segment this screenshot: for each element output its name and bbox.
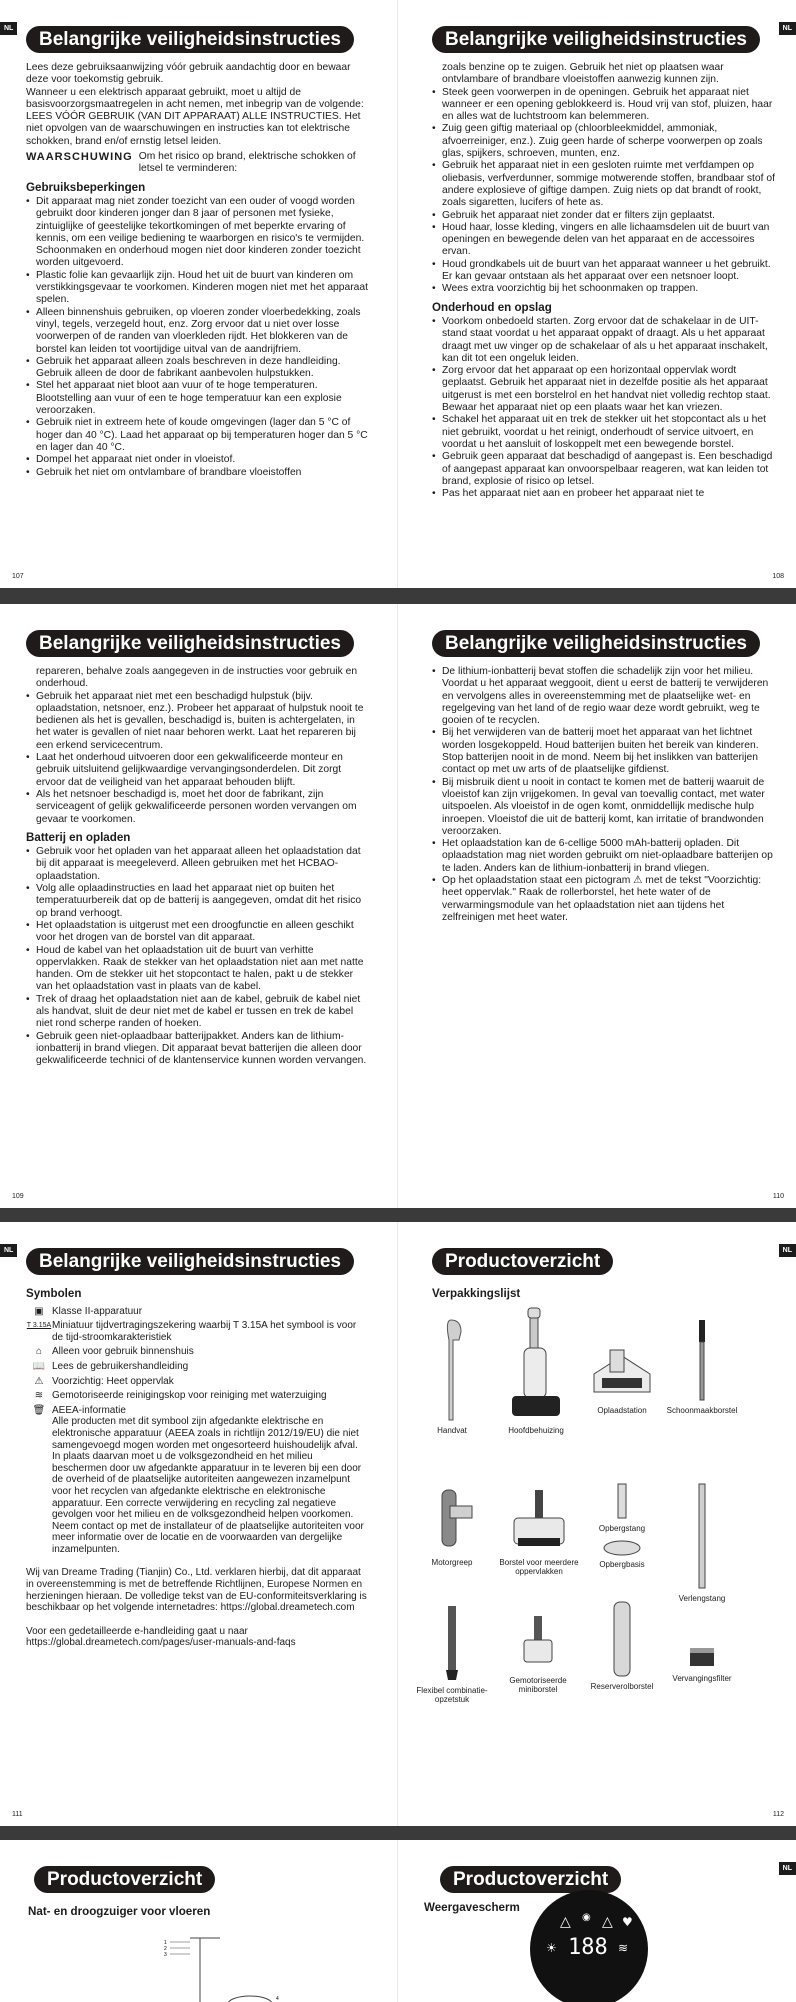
item-label: Handvat [437, 1426, 467, 1435]
bullet-list [26, 691, 368, 826]
symbol-row [26, 1376, 368, 1388]
item-label: Flexibel combinatie-opzetstuk [416, 1686, 488, 1704]
list-item: • Houd grondkabels uit de buurt van het apparaat wanneer u het gebruikt. Er kan gevaar ontstaan als het apparaat over een netsnoer loopt. [432, 259, 776, 284]
symbol-text [52, 1405, 368, 1556]
page-body [432, 62, 776, 500]
item-motorized-mini-brush [498, 1614, 578, 1694]
page-108 [398, 0, 796, 588]
list-item: • Pas het apparaat niet aan en probeer het apparaat niet te [432, 488, 776, 500]
list-item: • Bij het verwijderen van de batterij moet het apparaat van het lichtnet worden losgekoppeld. Houd batterijen buiten het bereik van kinderen. Stop batterijen nooit in de mond. Neem bij het inslikken van batterijen contact op met uw arts of de plaatselijke gifdienst. [432, 727, 776, 776]
list-item: • Dit apparaat mag niet zonder toezicht van een ouder of voogd worden gebruikt door kinderen jonger dan 8 jaar of personen met fysieke, zintuiglijke of geestelijke tekortkomingen of met beperkte ervaring of kennis, om een veilige bediening te waarborgen en risico's te vermijden. Schoonmaken en onderhoud mogen niet door kinderen zonder toezicht worden uitgevoerd. [26, 196, 368, 270]
symbol-row [26, 1390, 368, 1402]
section-heading: Nat- en droogzuiger voor vloeren [28, 1905, 211, 1918]
list-item: • Zorg ervoor dat het apparaat op een horizontaal oppervlak wordt geplaatst. Gebruik het apparaat niet in dezelfde positie als het apparaat uitgerust is met een borstelrol en het handvat niet volledig rechtop staat. Bewaar het apparaat niet op een plaats waar het kan vriezen. [432, 365, 776, 414]
storage-base-image [602, 1538, 642, 1558]
list-item: • Als het netsnoer beschadigd is, moet het door de fabrikant, zijn serviceagent of gelijk gekwalificeerde personen worden vervangen om gevaar te voorkomen. [26, 789, 368, 826]
triangle-icon: △ [602, 1914, 613, 1930]
hot-surface-icon: ⚠ [34, 1375, 44, 1387]
page-number: 111 [12, 1811, 23, 1818]
list-item: • Voorkom onbedoeld starten. Zorg ervoor dat de schakelaar in de UIT-stand staat voordat u het apparaat oppakt of draagt. Als u het apparaat draagt met uw vinger op de schakelaar of als u het apparaat inschakelt, kan dit tot een ongeluk leiden. [432, 316, 776, 365]
bullet-list [26, 846, 368, 1067]
page-110 [398, 604, 796, 1208]
item-main-body [496, 1304, 576, 1435]
language-tag: NL [0, 22, 17, 35]
charging-station-image [590, 1344, 654, 1404]
callout-4: 4 [276, 1996, 279, 2002]
page-number: 109 [12, 1193, 24, 1200]
list-item: • Gebruik het niet om ontvlambare of brandbare vloeistoffen [26, 467, 368, 479]
list-item: • Gebruik het apparaat niet in een gesloten ruimte met verfdampen op oliebasis, verfverdunner, sommige motwerende stoffen, brandbaar stof of andere explosieve of giftige dampen. Zuig niets op dat brandt of rookt, zoals sigaretten, lucifers of hete as. [432, 160, 776, 209]
display-screen [530, 1890, 648, 2002]
page-body [26, 666, 368, 1068]
vacuum-diagram [130, 1928, 290, 2002]
item-label: Opbergstang [598, 1524, 646, 1533]
symbol-row [26, 1361, 368, 1373]
spread-1 [0, 0, 796, 588]
page-114 [398, 1840, 796, 2002]
sun-icon: ☀ [546, 1941, 557, 1955]
storage-rod-image [612, 1482, 632, 1522]
list-item: • Steek geen voorwerpen in de openingen. Gebruik het apparaat niet wanneer er een opening geblokkeerd is. Houd vrij van stof, pluizen, haar en alles wat de luchtstroom kan belemmeren. [432, 87, 776, 124]
weee-text: Alle producten met dit symbool zijn afgedankte elektrische en elektronische apparatuur (AEEA zoals in richtlijn 2012/19/EU) die niet samengevoegd mogen worden met ongesorteerd huishoudelijk afval. In plaats daarvan moet u de volksgezondheid en het milieu beschermen door uw afgedankte apparatuur in te leveren bij een door de overheid of de plaatselijke autoriteiten aangewezen inzamelpunt voor het recyclen van afgedankte elektrische en elektronische apparatuur. Een correcte verwijdering en recycling zal negatieve gevolgen voor het milieu en de volksgezondheid helpen voorkomen. Neem contact op met de installateur of de plaatselijke autoriteiten voor meer informatie over de locatie en de voorwaarden van dergelijke inzamelpunten. [52, 1416, 364, 1555]
list-item: • Plastic folie kan gevaarlijk zijn. Houd het uit de buurt van kinderen om verstikkingsgevaar te voorkomen. Kinderen mogen niet met het apparaat spelen. [26, 270, 368, 307]
page-112 [398, 1222, 796, 1826]
digit-display: 188 [568, 1935, 608, 1960]
language-tag: NL [779, 22, 796, 35]
language-tag: NL [779, 1862, 796, 1875]
list-item: • Het oplaadstation kan de 6-cellige 5000 mAh-batterij opladen. Dit oplaadstation mag niet worden gebruikt om niet-oplaadbare batterijen op te laden. Anders kan de lithium-ionbatterij in brand vliegen. [432, 838, 776, 875]
callout-2: 2 [164, 1946, 167, 1952]
list-item: • Trek of draag het oplaadstation niet aan de kabel, gebruik de kabel niet als handvat, sluit de deur niet met de kabel er tussen en trek de kabel niet rond scherpe randen of hoeken. [26, 994, 368, 1031]
manual-link[interactable]: Voor een gedetailleerde e-handleiding gaat u naar https://global.dreametech.com/pages/user-manuals-and-faqs [26, 1625, 296, 1649]
section-heading: Verpakkingslijst [432, 1287, 521, 1300]
list-item: • Stel het apparaat niet bloot aan vuur of te hoge temperaturen. Blootstelling aan vuur of een te hoge temperatuur kan een explosie veroorzaken. [26, 380, 368, 417]
symbol-text: Voorzichtig: Heet oppervlak [52, 1375, 174, 1387]
section-heading: Onderhoud en opslag [432, 300, 552, 314]
section-heading: Gebruiksbeperkingen [26, 180, 146, 194]
drop-icon: ◉ [582, 1912, 591, 1923]
list-item: • Schakel het apparaat uit en trek de stekker uit het stopcontact als u het niet gebruikt, voordat u het reinigt, onderhoudt of service uitvoert, en voordat u het aansluit of loskoppelt met een bewegende borstel. [432, 414, 776, 451]
list-item: • Gebruik geen apparaat dat beschadigd of aangepast is. Een beschadigd of aangepast apparaat kan onvoorspelbaar reageren, wat kan leiden tot brand, explosie of risico op letsel. [432, 451, 776, 488]
list-item: • Gebruik geen niet-oplaadbaar batterijpakket. Anders kan de lithium-ionbatterij in brand vliegen. Dit apparaat bevat batterijen die alleen door gekwalificeerde technici of de klantenservice kunnen worden vervangen. [26, 1031, 368, 1068]
item-label: Schoonmaakborstel [666, 1406, 738, 1415]
page-header: Belangrijke veiligheidsinstructies [26, 26, 354, 53]
item-label: Reserverolborstel [590, 1682, 654, 1691]
mini-brush-image [518, 1614, 558, 1674]
symbol-row [26, 1306, 368, 1318]
language-tag: NL [779, 1244, 796, 1257]
symbol-row [26, 1405, 368, 1556]
list-item: • Zuig geen giftig materiaal op (chloorbleekmiddel, ammoniak, afvoerreiniger, enz.). Zuig geen harde of scherpe voorwerpen op zoals glas, spijkers, schroeven, munten, enz. [432, 123, 776, 160]
item-cleaning-brush [662, 1316, 742, 1415]
list-item: • De lithium-ionbatterij bevat stoffen die schadelijk zijn voor het milieu. Voordat u het apparaat weggooit, dient u eerst de batterij te verwijderen en vervolgens alles in overeenstemming met de plaatselijke wet- en regelgeving van het land of de regio waar deze wordt gebruikt, weg te gooien of te recyclen. [432, 666, 776, 727]
item-label: Opbergbasis [599, 1560, 645, 1569]
symbol-text: Alleen voor gebruik binnenshuis [52, 1346, 194, 1358]
item-label: Vervangingsfilter [672, 1674, 732, 1683]
motor-grip-image [424, 1486, 480, 1556]
page-body [26, 62, 368, 479]
list-item: • Houd haar, losse kleding, vingers en alle lichaamsdelen uit de buurt van openingen en bewegende delen van het apparaat en de accessoires ervan. [432, 222, 776, 259]
list-item: • Op het oplaadstation staat een pictogram ⚠ met de tekst "Voorzichtig: heet oppervlak." Raak de rollerborstel, het hete water of de verwarmingsmodule van het oplaadstation niet aan tijdens het zelfreinigen met heet water. [432, 875, 776, 924]
symbol-text: Lees de gebruikershandleiding [52, 1360, 189, 1372]
page-header: Productoverzicht [440, 1866, 621, 1893]
extension-rod-image [692, 1482, 712, 1592]
list-item: • Bij misbruik dient u nooit in contact te komen met de batterij waaruit de vloeistof kan zijn vrijgekomen. In geval van toevallig contact, met water uitspoelen. Als vloeistof in de ogen komt, onmiddellijk medische hulp inroepen. Vloeistof die uit de batterij komt, kan irritatie of brandwonden veroorzaken. [432, 777, 776, 838]
cleaning-brush-image [692, 1316, 712, 1404]
item-label: Hoofdbehuizing [508, 1426, 564, 1435]
list-item: • Gebruik het apparaat niet met een beschadigd hulpstuk (bijv. oplaadstation, netsnoer, enz.). Probeer het apparaat of hulpstuk nooit te bedienen als het is gevallen, beschadigd is, buiten is achtergelaten, in het water is gevallen of niet naar behoren werkt. Laat het repareren bij een erkend servicecentrum. [26, 691, 368, 752]
main-body-image [506, 1304, 566, 1424]
page-111 [0, 1222, 398, 1826]
brush-cleaning-icon: ≋ [34, 1390, 44, 1402]
spread-2 [0, 604, 796, 1208]
section-heading: Weergavescherm [424, 1901, 520, 1914]
page-body [432, 666, 776, 924]
page-number: 107 [12, 573, 24, 580]
multi-surface-brush-image [504, 1486, 574, 1556]
heart-icon: ♥ [622, 1915, 633, 1929]
handle-image [437, 1314, 467, 1424]
item-charging-station [582, 1344, 662, 1415]
spread-3 [0, 1222, 796, 1826]
callout-1: 1 [164, 1940, 167, 1946]
page-number: 108 [772, 573, 784, 580]
item-label: Oplaadstation [597, 1406, 647, 1415]
triangle-icon: △ [560, 1914, 571, 1930]
indoor-icon: ⌂ [35, 1346, 43, 1358]
symbol-text: Miniatuur tijdvertragingszekering waarbij T 3.15A het symbool is voor de tijd-stroomkarakteristiek [52, 1320, 357, 1343]
language-tag: NL [0, 1244, 17, 1257]
item-extension-rod [662, 1482, 742, 1603]
list-item: • Wees extra voorzichtig bij het schoonmaken op trappen. [432, 283, 776, 295]
item-handle [412, 1314, 492, 1435]
manual-icon: 📖 [32, 1360, 46, 1372]
item-spare-roller-brush [582, 1600, 662, 1691]
paragraph: Wanneer u een elektrisch apparaat gebruikt, moet u altijd de basisvoorzorgsmaatregelen in acht nemen, met inbegrip van de volgende: [26, 86, 364, 110]
page-header: Productoverzicht [432, 1248, 613, 1275]
symbol-text: Klasse II-apparatuur [52, 1305, 143, 1317]
item-multi-surface-brush [494, 1486, 584, 1576]
spread-4 [0, 1840, 796, 2002]
list-item: • Gebruik niet in extreem hete of koude omgevingen (lager dan 5 °C of hoger dan 40 °C). Laad het apparaat op bij temperaturen hoger dan 5 °C en lager dan 40 °C. [26, 417, 368, 454]
item-label: Motorgreep [431, 1558, 473, 1567]
wind-icon: ≋ [618, 1941, 629, 1955]
page-header: Belangrijke veiligheidsinstructies [26, 630, 354, 657]
paragraph: LEES VÓÓR GEBRUIK (VAN DIT APPARAAT) ALLE INSTRUCTIES. Het niet opvolgen van de waarschuwingen en instructies kan tot elektrische schokken, brand en/of ernstig letsel leiden. [26, 111, 361, 147]
callout-3: 3 [164, 1952, 167, 1958]
declaration: Wij van Dreame Trading (Tianjin) Co., Ltd. verklaren hierbij, dat dit apparaat in overeenstemming is met de betreffende Richtlijnen, Europese Normen en herzieningen hieraan. De volledige tekst van de EU-conformiteitsverklaring is beschikbaar op het volgende internetadres: https://global.dreametech.com [26, 1567, 367, 1614]
page-header: Belangrijke veiligheidsinstructies [432, 26, 760, 53]
page-body [432, 1282, 776, 1302]
page-body [28, 1900, 370, 1920]
list-item: • Gebruik voor het opladen van het apparaat alleen het oplaadstation dat bij dit apparaat is meegeleverd. Alleen gebruiken met het HCBAO-oplaadstation. [26, 846, 368, 883]
list-item: • Volg alle oplaadinstructies en laad het apparaat niet op buiten het temperatuurbereik dat op de batterij is aangegeven, omdat dit het risico op brand verhoogt. [26, 883, 368, 920]
paragraph: zoals benzine op te zuigen. Gebruik het niet op plaatsen waar ontvlambare of brandbare vloeistoffen aanwezig kunnen zijn. [442, 62, 724, 86]
list-item: • Houd de kabel van het oplaadstation uit de buurt van verhitte oppervlakken. Raak de stekker van het oplaadstation niet aan met natte handen. Om de stekker uit het stopcontact te halen, pakt u de stekker van het oplaadstation vast in plaats van de kabel. [26, 945, 368, 994]
page-body [26, 1282, 368, 1649]
fuse-icon: T 3.15A [26, 1322, 52, 1330]
item-motor-grip [412, 1486, 492, 1567]
page-107 [0, 0, 398, 588]
section-heading: Symbolen [26, 1287, 82, 1300]
list-item: • Het oplaadstation is uitgerust met een droogfunctie en alleen geschikt voor het drogen van de borstel van dit apparaat. [26, 920, 368, 945]
symbol-text: Gemotoriseerde reinigingskop voor reiniging met waterzuiging [52, 1390, 327, 1402]
page-header: Belangrijke veiligheidsinstructies [26, 1248, 354, 1275]
item-label: Borstel voor meerdere oppervlakken [499, 1558, 579, 1576]
page-header: Productoverzicht [34, 1866, 215, 1893]
symbol-row [26, 1346, 368, 1358]
section-heading: Batterij en opladen [26, 830, 131, 844]
roller-brush-image [610, 1600, 634, 1680]
bullet-list [432, 666, 776, 924]
display-icons [530, 1890, 648, 2002]
page-113 [0, 1840, 398, 2002]
warning-block [26, 151, 368, 176]
bullet-list [432, 316, 776, 500]
paragraph: Lees deze gebruiksaanwijzing vóór gebruik aandachtig door en bewaar deze voor toekomstig gebruik. [26, 62, 351, 86]
item-flexible-combination-tool [412, 1604, 492, 1704]
paragraph: repareren, behalve zoals aangegeven in de instructies voor gebruik en onderhoud. [36, 666, 358, 690]
list-item: • Laat het onderhoud uitvoeren door een gekwalificeerde monteur en gebruik uitsluitend gelijkwaardige vervangingsonderdelen. Dit zorgt ervoor dat de veiligheid van het apparaat behouden blijft. [26, 752, 368, 789]
weee-icon: 🗑 [32, 1404, 46, 1416]
warning-label: WAARSCHUWING [26, 151, 133, 164]
symbol-row [26, 1320, 368, 1343]
page-number: 112 [772, 1811, 784, 1818]
page-header: Belangrijke veiligheidsinstructies [432, 630, 760, 657]
bullet-list [26, 196, 368, 479]
bullet-list [432, 87, 776, 296]
item-storage-rod [582, 1482, 662, 1533]
list-item: • Dompel het apparaat niet onder in vloeistof. [26, 454, 368, 466]
list-item: • Gebruik het apparaat alleen zoals beschreven in deze handleiding. Gebruik alleen de door de fabrikant aanbevolen hulpstukken. [26, 356, 368, 381]
class-2-icon: ▣ [34, 1305, 44, 1317]
item-label: Verlengstang [678, 1594, 726, 1603]
filter-image [687, 1642, 717, 1672]
list-item: • Alleen binnenshuis gebruiken, op vloeren zonder vloerbedekking, zoals vinyl, tegels, verzegeld hout, enz. Zorg ervoor dat u niet over losse voorwerpen of de randen van vloerkleden rijdt. Het blokkeren van de borstel kan leiden tot voortijdige uitval van de aandrijfriem. [26, 307, 368, 356]
page-number: 110 [772, 1193, 784, 1200]
page-109 [0, 604, 398, 1208]
list-item: • Gebruik het apparaat niet zonder dat er filters zijn geplaatst. [432, 210, 776, 222]
warning-text: Om het risico op brand, elektrische schokken of letsel te verminderen: [138, 151, 356, 175]
flexible-tool-image [437, 1604, 467, 1684]
item-storage-base [582, 1538, 662, 1569]
item-replacement-filter [662, 1642, 742, 1683]
item-label: Gemotoriseerde miniborstel [509, 1676, 567, 1694]
weee-title: AEEA-informatie [52, 1404, 126, 1416]
